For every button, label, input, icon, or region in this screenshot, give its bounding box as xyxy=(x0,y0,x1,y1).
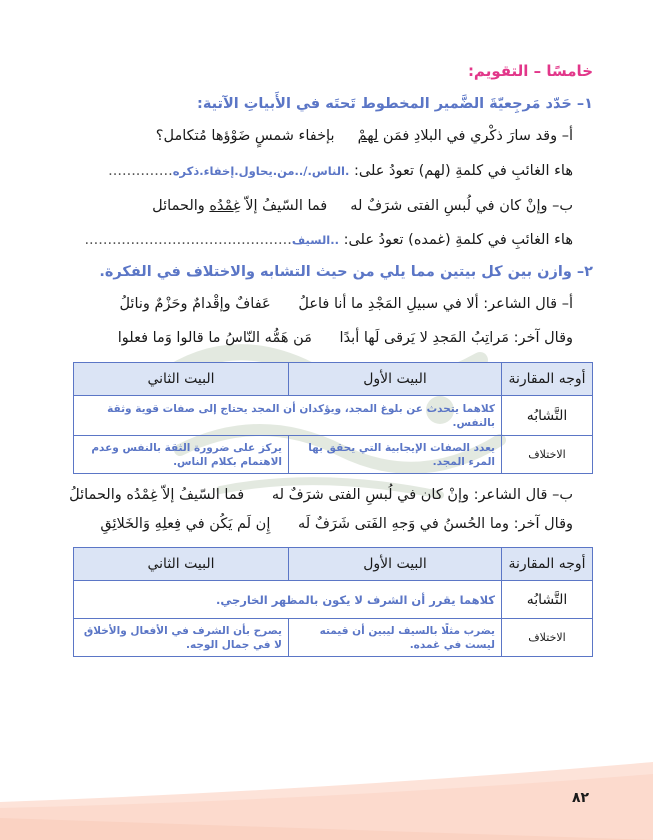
table1-row-similarity xyxy=(74,396,593,436)
q1-b-verse-second-b: والحمائل xyxy=(152,198,210,214)
q1-b-answer-line xyxy=(40,232,573,248)
table1-similarity-label: التَّشابُه xyxy=(502,396,593,436)
q2-a-line1-second: عَفافٌ وإقْدامٌ وحَزْمٌ ونائلُ xyxy=(119,296,271,312)
q2-a-line1 xyxy=(40,296,573,312)
q1-b-answer: ..السيف xyxy=(291,233,339,247)
table2-row-similarity xyxy=(74,581,593,619)
q2-b-line2-label: وقال آخر: xyxy=(513,516,573,532)
q1-b-verse xyxy=(40,198,573,214)
q1-a-verse-underlined: لهمْ xyxy=(357,128,379,144)
table1-difference-label: الاختلاف xyxy=(502,436,593,474)
q2-b-line1-label: ب– قال الشاعر: xyxy=(473,487,573,503)
q1-b-verse-second-a: فما السّيفُ إلاّ xyxy=(240,198,328,214)
table1-header-criteria: أوجه المقارنة xyxy=(502,363,593,396)
footer-decoration xyxy=(0,760,653,840)
table2-header-second: البيت الثاني xyxy=(74,548,289,581)
q1-heading: ١– حَدّد مَرجِعيّةَ الضَّمير المخطوط تَحتَه في الأَبياتِ الآتية: xyxy=(197,96,593,112)
q1-b-prompt: هاء الغائبِ في كلمةِ (غمده) تعودُ على: xyxy=(343,232,573,248)
q2-a-line2-first: مَراتِبُ المَجدِ لا يَرقى لَها أبدًا xyxy=(339,330,510,346)
section-title: خامسًا – التقويم: xyxy=(467,62,593,80)
table2-header-criteria: أوجه المقارنة xyxy=(502,548,593,581)
table2-row-difference xyxy=(74,619,593,657)
q2-a-line2-label: وقال آخر: xyxy=(513,330,573,346)
table1-header-first: البيت الأول xyxy=(289,363,502,396)
q2-b-line2-first: وما الحُسنُ في وَجهِ الفَتى شَرَفٌ لَه xyxy=(298,516,510,532)
table2-difference-label: الاختلاف xyxy=(502,619,593,657)
table1-header-row xyxy=(74,363,593,396)
q2-b-line2-second: إِن لَم يَكُن في فِعلِهِ وَالخَلائِقِ xyxy=(100,516,271,532)
q1-a-answer: .الناس./..من.يحاول.إخفاء.ذكره xyxy=(172,164,350,178)
q1-b-verse-underlined: غِمْدُه xyxy=(209,198,241,214)
comparison-table-1 xyxy=(73,362,593,474)
q2-a-line1-first: ألا في سبيلِ المَجْدِ ما أنا فاعلُ xyxy=(298,296,479,312)
table1-difference-second: يركز على ضرورة الثقة بالنفس وعدم الاهتمام بكلام الناس. xyxy=(74,436,289,474)
table2-difference-second: يصرح بأن الشرف في الأفعال والأخلاق لا في جمال الوجه. xyxy=(74,619,289,657)
table2-header-first: البيت الأول xyxy=(289,548,502,581)
q2-heading: ٢– وازن بين كل بيتين مما يلي من حيث التشابه والاختلاف في الفكرة. xyxy=(99,264,593,280)
q1-a-verse-first: أ– وقد سارَ ذكْري في البلادِ فمَن xyxy=(378,128,573,144)
q1-a-dots: .............. xyxy=(108,163,173,179)
table2-similarity-text: كلاهما يقرر أن الشرف لا يكون بالمظهر الخارجي. xyxy=(74,581,502,619)
comparison-table-2 xyxy=(73,547,593,657)
q2-b-line1-first: وإنْ كان في لُبسِ الفتى شرَفٌ له xyxy=(271,487,470,503)
q2-b-line1-second: فما السّيفُ إلاّ غِمْدُه والحمائلُ xyxy=(69,487,245,503)
q2-a-line2 xyxy=(40,330,573,346)
table2-difference-first: يضرب مثلًا بالسيف ليبين أن قيمته ليست في غمده. xyxy=(289,619,502,657)
q1-a-verse xyxy=(40,128,573,144)
table2-header-row xyxy=(74,548,593,581)
q1-b-dots: ............................................. xyxy=(84,232,292,248)
page-number: ٨٢ xyxy=(572,790,590,806)
q1-a-answer-line xyxy=(40,163,573,179)
table1-similarity-text: كلاهما يتحدث عن بلوغ المجد، ويؤكدان أن المجد يحتاج إلى صفات قوية وثقة بالنفس. xyxy=(74,396,502,436)
q1-a-verse-second: بإخفاء شمسٍ ضَوْؤها مُتكامل؟ xyxy=(155,128,335,144)
q2-a-line2-second: مَن هَمُّه النّاسُ ما قالوا وَما فعلوا xyxy=(117,330,312,346)
q1-a-prompt: هاء الغائبِ في كلمةِ (لهم) تعودُ على: xyxy=(353,163,573,179)
q2-a-line1-label: أ– قال الشاعر: xyxy=(483,296,573,312)
table1-difference-first: يعدد الصفات الإيجابية التي يحقق بها المرء المجد. xyxy=(289,436,502,474)
table2-similarity-label: التَّشابُه xyxy=(502,581,593,619)
table1-row-difference xyxy=(74,436,593,474)
q2-b-line1 xyxy=(40,487,573,503)
q2-b-line2 xyxy=(40,516,573,532)
q1-b-verse-first: ب– وإنْ كان في لُبسِ الفتى شرَفٌ له xyxy=(350,198,573,214)
table1-header-second: البيت الثاني xyxy=(74,363,289,396)
